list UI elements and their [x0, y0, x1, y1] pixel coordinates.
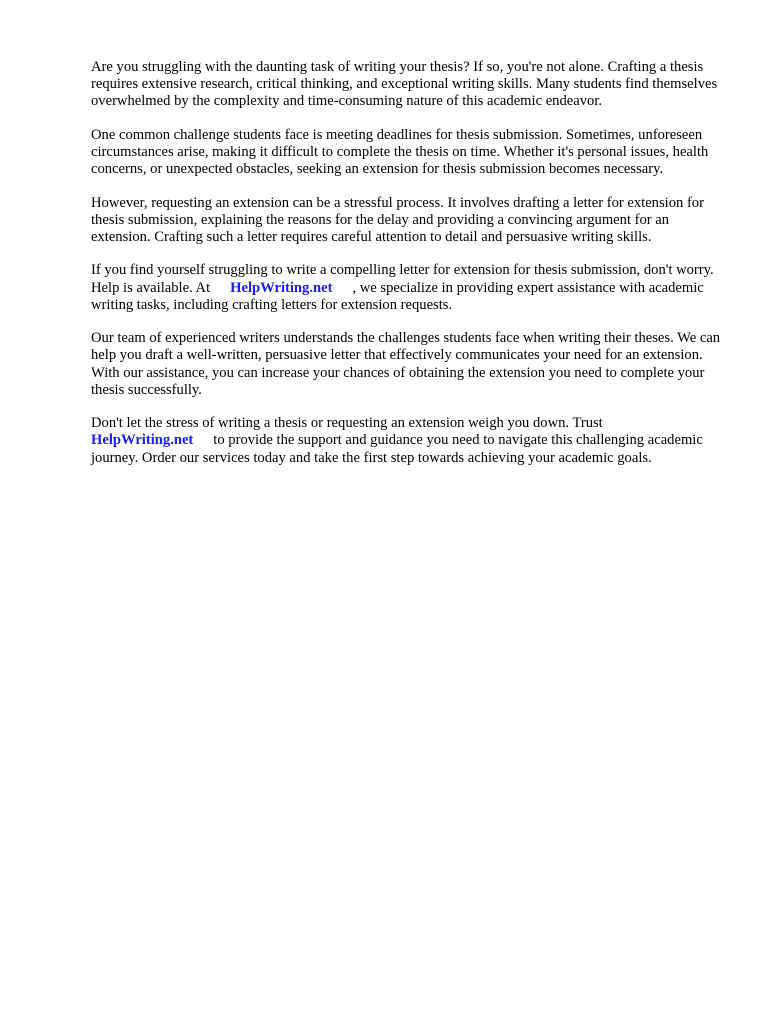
- paragraph-call-to-action: [91, 415, 731, 467]
- helpwriting-link[interactable]: HelpWriting.net: [230, 279, 333, 296]
- helpwriting-link-2[interactable]: HelpWriting.net: [91, 432, 194, 449]
- paragraph-team: Our team of experienced writers understands the challenges students face when writing their theses. We can help you draft a well-written, persuasive letter that effectively communicates your need for an extension. With our assistance, you can increase your chances of obtaining the extension you need to complete your thesis successfully.: [91, 330, 721, 398]
- paragraph-help-available: [91, 262, 731, 314]
- call-to-action-text-after: to provide the support and guidance you need to navigate this challenging academic journey. Order our services today and take the first step towards achieving your academic goals.: [91, 432, 703, 466]
- paragraph-extension-request: However, requesting an extension can be a stressful process. It involves drafting a letter for extension for thesis submission, explaining the reasons for the delay and providing a convincing argument for an extension. Crafting such a letter requires careful attention to detail and persuasive writing skills.: [91, 194, 704, 245]
- paragraph-deadlines: One common challenge students face is meeting deadlines for thesis submission. Sometimes, unforeseen circumstances arise, making it difficult to complete the thesis on time. Whether it's personal issues, health concerns, or unexpected obstacles, seeking an extension for thesis submission becomes necessary.: [91, 126, 709, 178]
- help-available-text-after: , we specialize in providing expert assistance with academic writing tasks, including crafting letters for extension requests.: [91, 279, 704, 313]
- call-to-action-text-before: Don't let the stress of writing a thesis or requesting an extension weigh you down. Trust: [91, 415, 603, 432]
- help-available-text-before: If you find yourself struggling to write a compelling letter for extension for thesis submission, don't worry. Help is available. At: [91, 262, 714, 296]
- paragraph-intro: Are you struggling with the daunting task of writing your thesis? If so, you're not alone. Crafting a thesis requires extensive research, critical thinking, and exceptional writing skills. Many students find themselves overwhelmed by the complexity and time-consuming nature of this academic endeavor.: [91, 59, 718, 110]
- document-body: [91, 59, 731, 483]
